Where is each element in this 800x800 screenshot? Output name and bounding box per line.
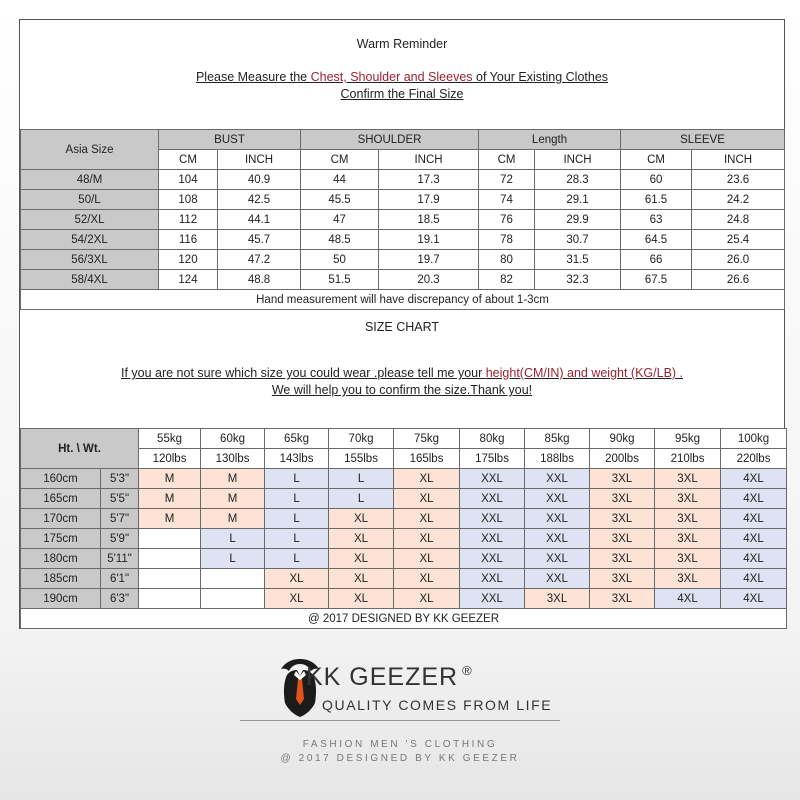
recommended-size-cell: L: [201, 549, 265, 569]
measurement-cell: 78: [479, 230, 535, 250]
unit-header: CM: [621, 150, 692, 170]
recommended-size-cell: XXL: [460, 529, 525, 549]
measurement-cell: 26.6: [692, 270, 785, 290]
recommended-size-cell: XXL: [525, 469, 590, 489]
weight-lbs-header: 220lbs: [721, 449, 787, 469]
recommended-size-cell: XL: [394, 569, 460, 589]
weight-lbs-header: 130lbs: [201, 449, 265, 469]
recommended-size-cell: 4XL: [721, 529, 787, 549]
measurement-cell: 19.7: [379, 250, 479, 270]
recommended-size-cell: 3XL: [655, 529, 721, 549]
unit-header: INCH: [692, 150, 785, 170]
recommended-size-cell: [139, 589, 201, 609]
warm-reminder-title: Warm Reminder: [356, 37, 448, 51]
recommended-size-cell: XXL: [525, 549, 590, 569]
measurement-cell: 17.3: [379, 170, 479, 190]
weight-kg-header: 80kg: [460, 429, 525, 449]
measurement-cell: 32.3: [535, 270, 621, 290]
unit-header: CM: [479, 150, 535, 170]
recommended-size-cell: L: [265, 469, 329, 489]
weight-kg-header: 65kg: [265, 429, 329, 449]
measure-parts-highlight: Chest, Shoulder and Sleeves: [310, 70, 473, 84]
recommended-size-cell: 3XL: [590, 549, 655, 569]
measurement-rows: [21, 170, 785, 290]
size-guide-panel: [19, 19, 785, 629]
recommended-size-cell: 3XL: [590, 529, 655, 549]
measurement-cell: 45.7: [218, 230, 301, 250]
recommended-size-cell: M: [201, 509, 265, 529]
measurement-cell: 61.5: [621, 190, 692, 210]
weight-kg-header: 100kg: [721, 429, 787, 449]
brand-tagline: QUALITY COMES FROM LIFE: [322, 697, 553, 713]
measurement-cell: 45.5: [301, 190, 379, 210]
asia-size-cell: 52/XL: [21, 210, 159, 230]
unit-header: CM: [301, 150, 379, 170]
recommended-size-cell: L: [265, 489, 329, 509]
recommended-size-cell: 3XL: [590, 589, 655, 609]
measurement-cell: 47.2: [218, 250, 301, 270]
measurement-cell: 72: [479, 170, 535, 190]
weight-kg-header: 55kg: [139, 429, 201, 449]
measurement-cell: 20.3: [379, 270, 479, 290]
recommended-size-cell: XL: [394, 529, 460, 549]
brand-divider: [240, 720, 560, 721]
measurement-cell: 80: [479, 250, 535, 270]
confirm-size-line: Confirm the Final Size: [340, 87, 464, 101]
recommended-size-cell: 3XL: [590, 509, 655, 529]
height-cm-cell: 175cm: [21, 529, 101, 549]
unit-header: INCH: [535, 150, 621, 170]
measurement-row: [21, 170, 785, 190]
measurement-cell: 67.5: [621, 270, 692, 290]
measurement-row: [21, 270, 785, 290]
measurement-cell: 82: [479, 270, 535, 290]
recommended-size-cell: 3XL: [590, 569, 655, 589]
height-cm-cell: 185cm: [21, 569, 101, 589]
recommended-size-cell: M: [139, 509, 201, 529]
height-cm-cell: 170cm: [21, 509, 101, 529]
recommended-size-cell: 3XL: [655, 489, 721, 509]
recommended-size-cell: 4XL: [721, 469, 787, 489]
measurement-cell: 24.8: [692, 210, 785, 230]
recommended-size-cell: XXL: [460, 589, 525, 609]
asia-size-cell: 58/4XL: [21, 270, 159, 290]
recommended-size-cell: L: [201, 529, 265, 549]
measurement-cell: 29.9: [535, 210, 621, 230]
length-header: Length: [479, 130, 621, 150]
recommended-size-cell: XL: [329, 589, 394, 609]
recommended-size-cell: [201, 569, 265, 589]
measurement-row: [21, 190, 785, 210]
recommended-size-cell: XXL: [460, 569, 525, 589]
measurement-cell: 23.6: [692, 170, 785, 190]
measurement-cell: 42.5: [218, 190, 301, 210]
size-chart-title: SIZE CHART: [364, 320, 440, 334]
measurement-row: [21, 250, 785, 270]
footer-category: FASHION MEN 'S CLOTHING: [302, 739, 498, 750]
recommended-size-cell: XL: [329, 569, 394, 589]
height-cm-cell: 160cm: [21, 469, 101, 489]
height-cm-cell: 190cm: [21, 589, 101, 609]
thank-you-line: We will help you to confirm the size.Thank you!: [271, 383, 533, 397]
registered-mark: ®: [462, 663, 473, 678]
weight-lbs-header: 188lbs: [525, 449, 590, 469]
discrepancy-note: Hand measurement will have discrepancy of about 1-3cm: [21, 290, 785, 310]
recommended-size-cell: [139, 569, 201, 589]
weight-lbs-header: 155lbs: [329, 449, 394, 469]
height-ft-cell: 5'9": [101, 529, 139, 549]
measurement-cell: 30.7: [535, 230, 621, 250]
measurement-cell: 24.2: [692, 190, 785, 210]
measurement-cell: 44: [301, 170, 379, 190]
recommended-size-cell: 4XL: [721, 569, 787, 589]
recommended-size-cell: M: [201, 469, 265, 489]
recommended-size-cell: XL: [329, 549, 394, 569]
measurement-cell: 108: [159, 190, 218, 210]
recommended-size-cell: 3XL: [525, 589, 590, 609]
weight-lbs-header: 200lbs: [590, 449, 655, 469]
brand-logo: [240, 655, 560, 725]
recommended-size-cell: XXL: [460, 549, 525, 569]
recommended-size-cell: XL: [329, 509, 394, 529]
recommended-size-cell: 3XL: [655, 549, 721, 569]
measurement-cell: 66: [621, 250, 692, 270]
weight-kg-header: 90kg: [590, 429, 655, 449]
weight-lbs-header: 143lbs: [265, 449, 329, 469]
height-ft-cell: 5'3": [101, 469, 139, 489]
height-ft-cell: 5'11": [101, 549, 139, 569]
height-row: [21, 469, 787, 489]
height-weight-highlight: height(CM/IN) and weight (KG/LB) .: [485, 366, 684, 380]
measurement-cell: 50: [301, 250, 379, 270]
measurement-row: [21, 230, 785, 250]
weight-lbs-header: 120lbs: [139, 449, 201, 469]
sleeve-header: SLEEVE: [621, 130, 785, 150]
measurement-cell: 47: [301, 210, 379, 230]
design-credit: @ 2017 DESIGNED BY KK GEEZER: [21, 609, 787, 629]
height-weight-table: [20, 428, 787, 629]
recommended-size-cell: XXL: [460, 509, 525, 529]
measurement-cell: 25.4: [692, 230, 785, 250]
recommended-size-cell: XL: [329, 529, 394, 549]
measurement-cell: 74: [479, 190, 535, 210]
measurement-cell: 76: [479, 210, 535, 230]
measurement-cell: 44.1: [218, 210, 301, 230]
height-row: [21, 509, 787, 529]
recommended-size-cell: [139, 529, 201, 549]
height-cm-cell: 165cm: [21, 489, 101, 509]
recommended-size-cell: 4XL: [655, 589, 721, 609]
recommended-size-cell: 4XL: [721, 509, 787, 529]
shoulder-header: SHOULDER: [301, 130, 479, 150]
height-ft-cell: 6'3": [101, 589, 139, 609]
height-row: [21, 529, 787, 549]
recommended-size-cell: L: [265, 549, 329, 569]
measurement-cell: 116: [159, 230, 218, 250]
recommended-size-cell: M: [139, 469, 201, 489]
height-weight-corner: Ht. \ Wt.: [21, 429, 139, 469]
recommended-size-cell: XXL: [460, 489, 525, 509]
height-row: [21, 569, 787, 589]
measurement-cell: 28.3: [535, 170, 621, 190]
recommended-size-cell: [139, 549, 201, 569]
height-ft-cell: 6'1": [101, 569, 139, 589]
recommended-size-cell: XXL: [525, 509, 590, 529]
weight-kg-header: 70kg: [329, 429, 394, 449]
measurement-cell: 48.8: [218, 270, 301, 290]
asia-size-cell: 48/M: [21, 170, 159, 190]
recommended-size-cell: XL: [265, 569, 329, 589]
height-ft-cell: 5'7": [101, 509, 139, 529]
weight-lbs-header: 175lbs: [460, 449, 525, 469]
measurement-cell: 51.5: [301, 270, 379, 290]
recommended-size-cell: XXL: [525, 489, 590, 509]
recommended-size-cell: 3XL: [590, 489, 655, 509]
height-row: [21, 589, 787, 609]
unit-header: CM: [159, 150, 218, 170]
recommended-size-cell: XL: [265, 589, 329, 609]
size-help-line: If you are not sure which size you could wear .please tell me your height(CM/IN) and weight (KG/LB) .: [120, 366, 684, 380]
asia-size-cell: 56/3XL: [21, 250, 159, 270]
measurement-cell: 112: [159, 210, 218, 230]
recommended-size-cell: L: [329, 469, 394, 489]
asia-size-header: Asia Size: [21, 130, 159, 170]
recommended-size-cell: XL: [394, 509, 460, 529]
height-ft-cell: 5'5": [101, 489, 139, 509]
recommended-size-cell: L: [265, 509, 329, 529]
weight-lbs-header: 210lbs: [655, 449, 721, 469]
measurement-cell: 104: [159, 170, 218, 190]
measurement-cell: 29.1: [535, 190, 621, 210]
weight-kg-header: 95kg: [655, 429, 721, 449]
measurement-cell: 124: [159, 270, 218, 290]
height-cm-cell: 180cm: [21, 549, 101, 569]
recommended-size-cell: 3XL: [655, 509, 721, 529]
height-row: [21, 549, 787, 569]
recommended-size-cell: XXL: [460, 469, 525, 489]
recommended-size-cell: 3XL: [655, 469, 721, 489]
weight-kg-header: 85kg: [525, 429, 590, 449]
recommended-size-cell: XXL: [525, 529, 590, 549]
weight-kg-header: 60kg: [201, 429, 265, 449]
recommended-size-cell: 4XL: [721, 589, 787, 609]
measurement-row: [21, 210, 785, 230]
unit-header: INCH: [218, 150, 301, 170]
recommended-size-cell: M: [201, 489, 265, 509]
measurement-cell: 63: [621, 210, 692, 230]
measurement-cell: 18.5: [379, 210, 479, 230]
measurement-cell: 60: [621, 170, 692, 190]
recommended-size-cell: [201, 589, 265, 609]
measurement-cell: 64.5: [621, 230, 692, 250]
measurement-table: [20, 129, 785, 310]
measurement-cell: 120: [159, 250, 218, 270]
measurement-cell: 26.0: [692, 250, 785, 270]
recommended-size-cell: XL: [394, 469, 460, 489]
asia-size-cell: 50/L: [21, 190, 159, 210]
asia-size-cell: 54/2XL: [21, 230, 159, 250]
recommended-size-cell: XL: [394, 549, 460, 569]
measurement-cell: 19.1: [379, 230, 479, 250]
recommended-size-cell: L: [329, 489, 394, 509]
unit-header: INCH: [379, 150, 479, 170]
recommended-size-cell: 4XL: [721, 549, 787, 569]
recommended-size-cell: XXL: [525, 569, 590, 589]
measurement-cell: 31.5: [535, 250, 621, 270]
weight-lbs-header: 165lbs: [394, 449, 460, 469]
recommended-size-cell: XL: [394, 489, 460, 509]
footer-copyright: @ 2017 DESIGNED BY KK GEEZER: [280, 753, 520, 764]
measurement-cell: 17.9: [379, 190, 479, 210]
height-weight-rows: [21, 469, 787, 609]
recommended-size-cell: L: [265, 529, 329, 549]
recommended-size-cell: XL: [394, 589, 460, 609]
warm-reminder: [20, 37, 784, 101]
brand-name: KK GEEZER ®: [306, 663, 473, 691]
recommended-size-cell: 3XL: [655, 569, 721, 589]
weight-kg-row: [21, 429, 787, 449]
measure-instruction: Please Measure the Chest, Shoulder and Sleeves of Your Existing Clothes: [195, 70, 609, 84]
bust-header: BUST: [159, 130, 301, 150]
recommended-size-cell: 3XL: [590, 469, 655, 489]
recommended-size-cell: M: [139, 489, 201, 509]
weight-kg-header: 75kg: [394, 429, 460, 449]
size-chart-intro: [20, 320, 784, 397]
measurement-cell: 48.5: [301, 230, 379, 250]
measurement-cell: 40.9: [218, 170, 301, 190]
recommended-size-cell: 4XL: [721, 489, 787, 509]
height-row: [21, 489, 787, 509]
